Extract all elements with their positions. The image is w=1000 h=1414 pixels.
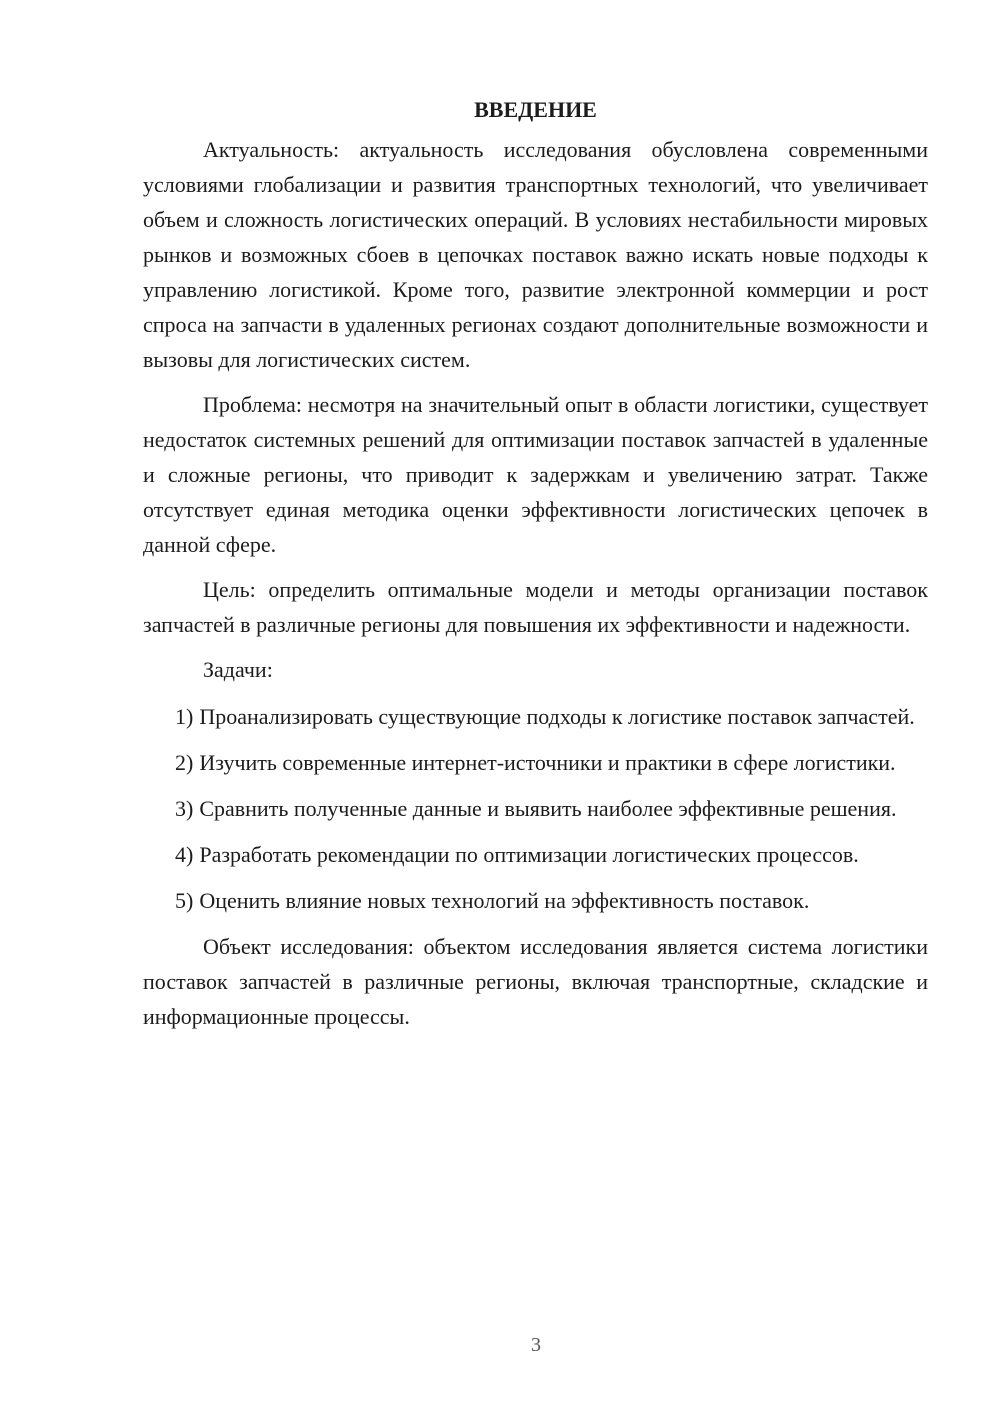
list-item-number: 4)	[175, 842, 194, 867]
list-item-text: Проанализировать существующие подходы к логистике поставок запчастей.	[199, 704, 915, 729]
goal-paragraph: Цель: определить оптимальные модели и методы организации поставок запчастей в различные регионы для повышения их эффективности и надежности.	[143, 577, 928, 637]
object-paragraph: Объект исследования: объектом исследования является система логистики поставок запчастей в различные регионы, включая транспортные, складские и информационные процессы.	[143, 934, 928, 1029]
page-content	[143, 92, 928, 1044]
problem-paragraph: Проблема: несмотря на значительный опыт в области логистики, существует недостаток системных решений для оптимизации поставок запчастей в удаленные и сложные регионы, что приводит к задержкам и увеличению затрат. Также отсутствует единая методика оценки эффективности логистических цепочек в данной сфере.	[143, 392, 928, 557]
list-item	[143, 883, 928, 918]
list-item-number: 1)	[175, 704, 194, 729]
page-number: 3	[531, 1334, 541, 1356]
list-item	[143, 745, 928, 780]
list-item-number: 5)	[175, 888, 194, 913]
relevance-paragraph: Актуальность: актуальность исследования обусловлена современными условиями глобализации и развития транспортных технологий, что увеличивает объем и сложность логистических операций. В условиях нестабильности мировых рынков и возможных сбоев в цепочках поставок важно искать новые подходы к управлению логистикой. Кроме того, развитие электронной коммерции и рост спроса на запчасти в удаленных регионах создают дополнительные возможности и вызовы для логистических систем.	[143, 137, 928, 372]
tasks-list	[143, 699, 928, 918]
list-item	[143, 791, 928, 826]
list-item-text: Изучить современные интернет-источники и практики в сфере логистики.	[199, 750, 896, 775]
list-item-text: Оценить влияние новых технологий на эффективность поставок.	[199, 888, 810, 913]
section-title: ВВЕДЕНИЕ	[474, 97, 597, 122]
list-item-text: Разработать рекомендации по оптимизации логистических процессов.	[199, 842, 859, 867]
list-item	[143, 699, 928, 734]
list-item-number: 2)	[175, 750, 194, 775]
list-item-text: Сравнить полученные данные и выявить наиболее эффективные решения.	[199, 796, 897, 821]
list-item	[143, 837, 928, 872]
tasks-heading: Задачи:	[203, 657, 273, 682]
list-item-number: 3)	[175, 796, 194, 821]
